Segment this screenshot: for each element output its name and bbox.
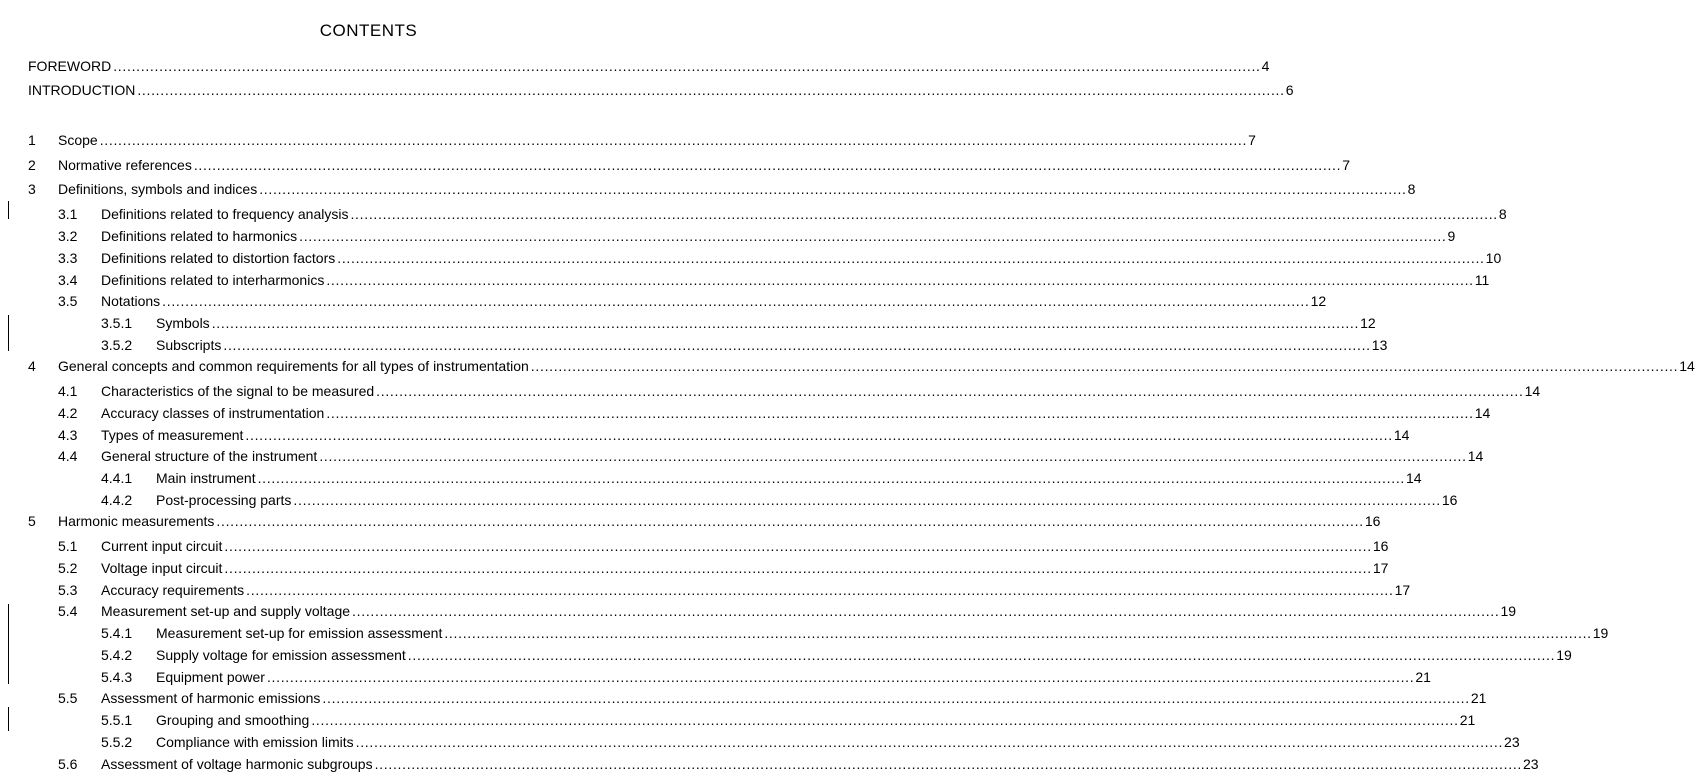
dot-leader: .......................................................................................................................................................................................................................................................... <box>319 448 1467 464</box>
toc-entry-title: Accuracy requirements <box>101 582 245 598</box>
toc-entry-page: 14 <box>1524 383 1541 399</box>
toc-entry-title: Scope <box>58 132 98 148</box>
dot-leader: .......................................................................................................................................................................................................................................................... <box>246 582 1394 598</box>
toc-entry[interactable] <box>0 622 1609 644</box>
dot-leader: .......................................................................................................................................................................................................................................................... <box>355 734 1504 750</box>
toc-entry[interactable] <box>0 269 1490 291</box>
toc-entry[interactable] <box>0 290 1327 312</box>
toc-entry-number: 5.2 <box>58 560 78 576</box>
toc-entry-number: 5.4.3 <box>101 669 133 685</box>
toc-entry-title: Grouping and smoothing <box>156 712 310 728</box>
toc-entry[interactable] <box>0 380 1541 402</box>
toc-entry-line <box>101 380 1541 402</box>
toc-entry-number: 5 <box>28 513 36 529</box>
toc-entry-page: 21 <box>1470 690 1487 706</box>
dot-leader: .......................................................................................................................................................................................................................................................... <box>322 690 1470 706</box>
dot-leader: .......................................................................................................................................................................................................................................................... <box>223 337 1371 353</box>
toc-entry-title: Definitions, symbols and indices <box>58 181 258 197</box>
toc-entry-title: Definitions related to harmonics <box>101 228 298 244</box>
toc-entry-line <box>101 557 1389 579</box>
toc-entry-line <box>101 600 1517 622</box>
toc-entry-line <box>101 290 1327 312</box>
dot-leader: .......................................................................................................................................................................................................................................................... <box>299 228 1447 244</box>
change-bar <box>8 707 9 731</box>
toc-entry-title: Compliance with emission limits <box>156 734 354 750</box>
toc-entry-number: 4 <box>28 358 36 374</box>
toc-entry-title: Assessment of harmonic emissions <box>101 690 321 706</box>
toc-entry[interactable] <box>0 247 1502 269</box>
toc-entry-page: 9 <box>1447 228 1456 244</box>
toc-entry-title: Definitions related to interharmonics <box>101 272 325 288</box>
toc-entry-title: INTRODUCTION <box>28 82 136 98</box>
toc-entry-line <box>156 709 1476 731</box>
toc-entry[interactable] <box>0 731 1520 753</box>
toc-entry[interactable] <box>0 334 1388 356</box>
dot-leader: .......................................................................................................................................................................................................................................................... <box>113 58 1261 74</box>
toc-entry-title: Subscripts <box>156 337 222 353</box>
toc-entry[interactable] <box>0 203 1507 225</box>
toc-entry[interactable] <box>0 424 1410 446</box>
dot-leader: .......................................................................................................................................................................................................................................................... <box>245 427 1393 443</box>
toc-entry[interactable] <box>0 402 1491 424</box>
toc-entry-line <box>101 247 1502 269</box>
toc-entry[interactable] <box>0 579 1411 601</box>
toc-entry-page: 14 <box>1679 358 1695 374</box>
page-title: CONTENTS <box>319 21 418 40</box>
dot-leader: .......................................................................................................................................................................................................................................................... <box>293 492 1441 508</box>
toc-entry-line <box>58 129 1256 151</box>
dot-leader: .......................................................................................................................................................................................................................................................... <box>259 181 1407 197</box>
toc-entry[interactable] <box>0 666 1431 688</box>
toc-entry-number: 5.4.2 <box>101 647 133 663</box>
toc-entry[interactable] <box>0 709 1476 731</box>
toc-entry[interactable] <box>0 600 1517 622</box>
toc-entry[interactable] <box>0 644 1572 666</box>
toc-entry-page: 13 <box>1371 337 1388 353</box>
dot-leader: .......................................................................................................................................................................................................................................................... <box>216 513 1364 529</box>
toc-entry-number: 5.5.2 <box>101 734 133 750</box>
toc-entry-line <box>156 644 1572 666</box>
toc-entry-number: 5.6 <box>58 756 78 772</box>
change-bar <box>8 315 9 351</box>
toc-entry-line <box>156 731 1520 753</box>
toc-entry-number: 4.4.1 <box>101 470 133 486</box>
toc-entry-title: FOREWORD <box>28 58 112 74</box>
toc-entry-title: Equipment power <box>156 669 265 685</box>
toc-entry-page: 21 <box>1415 669 1431 685</box>
dot-leader: .......................................................................................................................................................................................................................................................... <box>257 470 1406 486</box>
toc-entry[interactable] <box>0 312 1376 334</box>
toc-entry-number: 3.2 <box>58 228 78 244</box>
toc-entry-page: 19 <box>1556 647 1572 663</box>
toc-entry-title: Definitions related to frequency analysis <box>101 206 349 222</box>
toc-entry-page: 23 <box>1523 756 1539 772</box>
toc-entry-title: Post-processing parts <box>156 492 292 508</box>
toc-entry-title: Current input circuit <box>101 538 223 554</box>
toc-entry-page: 11 <box>1474 272 1490 288</box>
toc-entry-page: 19 <box>1500 603 1517 619</box>
toc-entry-number: 3.1 <box>58 206 78 222</box>
toc-entry-number: 3.5.1 <box>101 315 133 331</box>
toc-entry-title: Symbols <box>156 315 210 331</box>
toc-entry-page: 14 <box>1467 448 1484 464</box>
toc-entry-page: 16 <box>1441 492 1458 508</box>
toc-entry-line <box>58 154 1351 176</box>
toc-entry-line <box>101 402 1491 424</box>
toc-entry[interactable] <box>0 687 1487 709</box>
toc-entry-line <box>58 355 1695 377</box>
toc-entry-line <box>101 535 1389 557</box>
toc-entry-number: 4.4 <box>58 448 78 464</box>
toc-entry-page: 21 <box>1459 712 1476 728</box>
toc-entry-page: 17 <box>1372 560 1389 576</box>
toc-entry-line <box>28 55 1270 77</box>
dot-leader: .......................................................................................................................................................................................................................................................... <box>211 315 1360 331</box>
toc-entry-number: 1 <box>28 132 36 148</box>
toc-entry-title: Definitions related to distortion factors <box>101 250 336 266</box>
toc-entry-title: Types of measurement <box>101 427 244 443</box>
toc-entry-page: 19 <box>1592 625 1609 641</box>
toc-entry-line <box>101 579 1411 601</box>
toc-entry-line <box>156 489 1458 511</box>
toc-entry-number: 5.4.1 <box>101 625 133 641</box>
toc-entry-page: 14 <box>1474 405 1491 421</box>
toc-entry-title: General concepts and common requirements for all types of instrumentation <box>58 358 529 374</box>
dot-leader: .......................................................................................................................................................................................................................................................... <box>311 712 1459 728</box>
toc-entry[interactable] <box>0 355 1695 377</box>
dot-leader: .......................................................................................................................................................................................................................................................... <box>337 250 1485 266</box>
toc-entry-title: Notations <box>101 293 161 309</box>
toc-entry[interactable] <box>0 467 1422 489</box>
dot-leader: .......................................................................................................................................................................................................................................................... <box>99 132 1248 148</box>
toc-entry[interactable] <box>0 79 1294 101</box>
toc-entry-page: 8 <box>1407 181 1416 197</box>
change-bar <box>8 604 9 684</box>
toc-entry-number: 3.3 <box>58 250 78 266</box>
toc-entry-number: 5.4 <box>58 603 78 619</box>
toc-entry-number: 4.4.2 <box>101 492 133 508</box>
toc-entry-title: Supply voltage for emission assessment <box>156 647 406 663</box>
toc-entry-number: 3.5.2 <box>101 337 133 353</box>
toc-entry-number: 3.4 <box>58 272 78 288</box>
toc-entry-number: 5.1 <box>58 538 78 554</box>
dot-leader: .......................................................................................................................................................................................................................................................... <box>374 756 1523 772</box>
toc-entry-title: Assessment of voltage harmonic subgroups <box>101 756 373 772</box>
toc-entry-line <box>101 445 1484 467</box>
toc-entry-line <box>156 334 1388 356</box>
dot-leader: .......................................................................................................................................................................................................................................................... <box>530 358 1679 374</box>
toc-entry-page: 8 <box>1498 206 1507 222</box>
toc-entry-page: 12 <box>1360 315 1376 331</box>
toc-entry-number: 4.3 <box>58 427 78 443</box>
toc-entry-number: 5.5.1 <box>101 712 133 728</box>
toc-entry-line <box>58 178 1416 200</box>
toc-entry-title: Normative references <box>58 157 192 173</box>
dot-leader: .......................................................................................................................................................................................................................................................... <box>350 206 1498 222</box>
dot-leader: .......................................................................................................................................................................................................................................................... <box>352 603 1500 619</box>
toc-entry-title: Voltage input circuit <box>101 560 223 576</box>
toc-entry-number: 3.5 <box>58 293 78 309</box>
toc-entry-page: 7 <box>1248 132 1256 148</box>
toc-entry[interactable] <box>0 557 1389 579</box>
toc-entry-line <box>28 79 1294 101</box>
dot-leader: .......................................................................................................................................................................................................................................................... <box>193 157 1342 173</box>
toc-entry-line <box>156 622 1609 644</box>
dot-leader: .......................................................................................................................................................................................................................................................... <box>224 538 1372 554</box>
toc-entry-page: 10 <box>1485 250 1502 266</box>
toc-entry[interactable] <box>0 178 1416 200</box>
toc-entry-page: 16 <box>1372 538 1389 554</box>
toc-entry-page: 14 <box>1406 470 1422 486</box>
toc-entry-line <box>156 312 1376 334</box>
toc-entry-line <box>101 225 1456 247</box>
toc-entry-line <box>58 510 1381 532</box>
dot-leader: .......................................................................................................................................................................................................................................................... <box>326 272 1474 288</box>
toc-entry[interactable] <box>0 445 1484 467</box>
toc-entry-page: 4 <box>1261 58 1270 74</box>
toc-entry-title: Harmonic measurements <box>58 513 215 529</box>
toc-entry-line <box>101 753 1539 775</box>
dot-leader: .......................................................................................................................................................................................................................................................... <box>224 560 1372 576</box>
toc-entry-line <box>156 666 1431 688</box>
toc-entry-line <box>101 687 1487 709</box>
toc-entry-title: Main instrument <box>156 470 256 486</box>
toc-entry-number: 5.5 <box>58 690 78 706</box>
toc-entry-title: Accuracy classes of instrumentation <box>101 405 325 421</box>
toc-entry-line <box>156 467 1422 489</box>
toc-entry[interactable] <box>0 489 1458 511</box>
dot-leader: .......................................................................................................................................................................................................................................................... <box>326 405 1474 421</box>
dot-leader: .......................................................................................................................................................................................................................................................... <box>444 625 1592 641</box>
toc-entry-number: 5.3 <box>58 582 78 598</box>
toc-entry-page: 16 <box>1364 513 1381 529</box>
toc-entry[interactable] <box>0 510 1381 532</box>
toc-entry-number: 4.2 <box>58 405 78 421</box>
toc-entry-title: General structure of the instrument <box>101 448 318 464</box>
toc-entry-line <box>101 203 1507 225</box>
dot-leader: .......................................................................................................................................................................................................................................................... <box>407 647 1556 663</box>
toc-entry-title: Characteristics of the signal to be measured <box>101 383 375 399</box>
toc-entry-title: Measurement set-up and supply voltage <box>101 603 351 619</box>
toc-entry-title: Measurement set-up for emission assessment <box>156 625 443 641</box>
dot-leader: .......................................................................................................................................................................................................................................................... <box>137 82 1285 98</box>
toc-entry[interactable] <box>0 535 1389 557</box>
toc-entry-line <box>101 424 1410 446</box>
change-bar <box>8 201 9 219</box>
toc-entry[interactable] <box>0 225 1456 247</box>
toc-entry-page: 23 <box>1504 734 1520 750</box>
toc-entry-line <box>101 269 1490 291</box>
toc-entry-page: 7 <box>1342 157 1351 173</box>
dot-leader: .......................................................................................................................................................................................................................................................... <box>376 383 1524 399</box>
toc-entry[interactable] <box>0 129 1256 151</box>
toc-entry-page: 14 <box>1393 427 1410 443</box>
toc-entry-number: 3 <box>28 181 36 197</box>
toc-entry-page: 17 <box>1394 582 1411 598</box>
toc-entry-number: 4.1 <box>58 383 78 399</box>
toc-entry[interactable] <box>0 55 1270 77</box>
dot-leader: .......................................................................................................................................................................................................................................................... <box>162 293 1310 309</box>
toc-entry-page: 12 <box>1310 293 1327 309</box>
toc-entry[interactable] <box>0 154 1351 176</box>
dot-leader: .......................................................................................................................................................................................................................................................... <box>266 669 1415 685</box>
toc-entry[interactable] <box>0 753 1539 775</box>
toc-entry-number: 2 <box>28 157 36 173</box>
toc-entry-page: 6 <box>1285 82 1294 98</box>
